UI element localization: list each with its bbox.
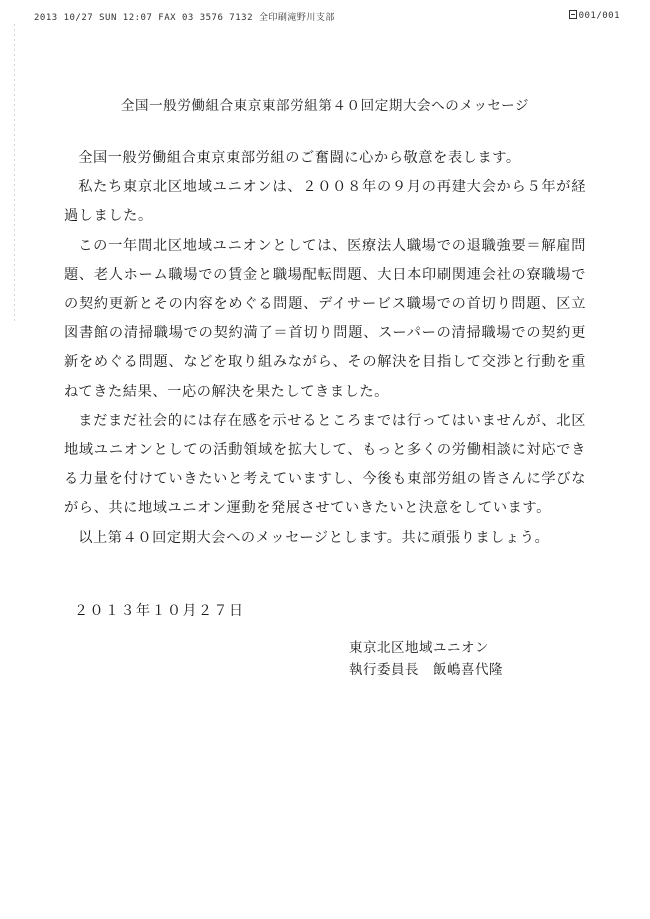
paragraph: まだまだ社会的には存在感を示せるところまでは行ってはいませんが、北区地域ユニオンとしての活動領域を拡大して、もっと多くの労働相談に対応できる力量を付けていきたいと考えていますし、今後も東部労組の皆さんに学びながら、共に地域ユニオン運動を発展させていきたいと決意をしています。 (64, 412, 586, 517)
document-date: ２０１３年１０月２７日 (74, 603, 245, 619)
signature-signer: 執行委員長 飯嶋喜代隆 (349, 662, 503, 678)
document-body (64, 144, 586, 553)
fax-page-number: 001/001 (578, 11, 620, 21)
document-title: 全国一般労働組合東京東部労組第４０回定期大会へのメッセージ (120, 98, 530, 114)
fax-page-count (569, 10, 620, 21)
paragraph: この一年間北区地域ユニオンとしては、医療法人職場での退職強要＝解雇問題、老人ホーム職場での賃金と職場配転問題、大日本印刷関連会社の寮職場での契約更新とその内容をめぐる問題、デイサービス職場での首切り問題、区立図書館の清掃職場での契約満了＝首切り問題、スーパーの清掃職場での契約更新をめぐる問題、などを取り組みながら、その解決を目指して交渉と行動を重ねてきた結果、一応の解決を果たしてきました。 (64, 237, 586, 400)
paragraph: 全国一般労働組合東京東部労組のご奮闘に心から敬意を表します。 (78, 150, 521, 166)
paragraph: 以上第４０回定期大会へのメッセージとします。共に頑張りましょう。 (78, 529, 550, 546)
paragraph: 私たち東京北区地域ユニオンは、２００８年の９月の再建大会から５年が経過しました。 (64, 179, 586, 225)
fax-header-info: 2013 10/27 SUN 12:07 FAX 03 3576 7132 全印刷滝野川支部 (34, 13, 335, 23)
signature-block (349, 637, 503, 681)
fax-page-icon (569, 10, 577, 19)
scan-edge-artifact (14, 24, 15, 324)
signature-organization: 東京北区地域ユニオン (349, 640, 489, 656)
fax-header (34, 10, 620, 26)
